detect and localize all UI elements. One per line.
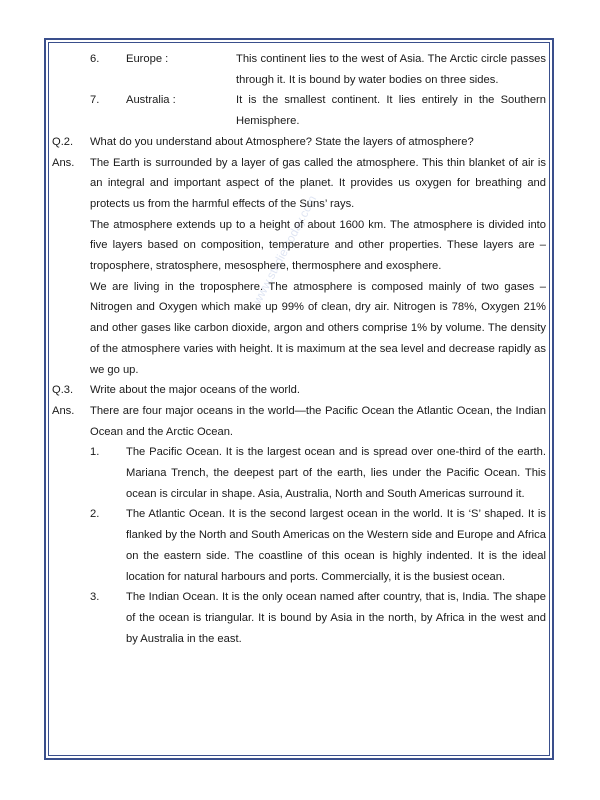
question-text: What do you understand about Atmosphere? State the layers of atmosphere?	[90, 135, 474, 148]
question-label: Q.2.	[52, 135, 74, 148]
answer-label: Ans.	[52, 404, 75, 417]
item-number: 1.	[90, 446, 100, 459]
continent-item	[90, 90, 546, 131]
answer-paragraph: We are living in the troposphere. The atmosphere is composed mainly of two gases – Nitrogen and Oxygen which make up 99% of clean, dry air. Nitrogen is 78%, Oxygen 21% and other gases like carbon dioxide, argon and others comprise 1% by volume. The density of the atmosphere varies with height. It is maximum at the sea level and decrease rapidly as we go up.	[90, 280, 546, 376]
item-number: 3.	[90, 591, 100, 604]
continent-name: Australia :	[126, 94, 176, 107]
ocean-item	[90, 442, 546, 504]
answer-paragraph: The atmosphere extends up to a height of about 1600 km. The atmosphere is divided into five layers based on composition, temperature and other properties. These layers are – troposphere, stratosphere, mesosphere, thermosphere and exosphere.	[90, 218, 546, 273]
continent-name: Europe :	[126, 53, 169, 65]
question-3	[52, 380, 546, 401]
ocean-text: The Atlantic Ocean. It is the second largest ocean in the world. It is ‘S’ shaped. It is flanked by the North and South Americas on the Western side and Europe and Africa on the eastern side. The coastline of this ocean is highly indented. It is the ideal location for natural harbours and ports. Commercially, it is the busiest ocean.	[126, 508, 546, 583]
continent-text: It is the smallest continent. It lies entirely in the Southern Hemisphere.	[236, 94, 546, 128]
ocean-text: The Indian Ocean. It is the only ocean named after country, that is, India. The shape of the ocean is triangular. It is bound by Asia in the north, by Africa in the west and by Australia in the east.	[126, 591, 546, 645]
answer-paragraph: The Earth is surrounded by a layer of gas called the atmosphere. This thin blanket of air is an integral and important aspect of the planet. It provides us oxygen for breathing and protects us from the harmful effects of the Suns’ rays.	[90, 156, 546, 210]
ocean-text: The Pacific Ocean. It is the largest ocean and is spread over one-third of the earth. Mariana Trench, the deepest part of the earth, lies under the Pacific Ocean. This ocean is circular in shape. Asia, Australia, North and South Americas surround it.	[126, 446, 546, 500]
watermark: www.studiestoday.com	[250, 193, 320, 307]
document-body	[52, 49, 546, 649]
item-number: 6.	[90, 53, 100, 65]
item-number: 2.	[90, 508, 100, 521]
continent-text: This continent lies to the west of Asia. The Arctic circle passes through it. It is bound by water bodies on three sides.	[236, 53, 546, 86]
answer-2	[52, 153, 546, 215]
question-text: Write about the major oceans of the world.	[90, 384, 300, 397]
ocean-item	[90, 504, 546, 587]
ocean-item	[90, 587, 546, 649]
continent-item	[90, 49, 546, 90]
answer-paragraph: There are four major oceans in the world—the Pacific Ocean the Atlantic Ocean, the Indian Ocean and the Arctic Ocean.	[90, 404, 546, 438]
item-number: 7.	[90, 94, 100, 107]
answer-label: Ans.	[52, 156, 75, 169]
question-2	[52, 132, 546, 153]
answer-3	[52, 401, 546, 442]
question-label: Q.3.	[52, 384, 74, 397]
